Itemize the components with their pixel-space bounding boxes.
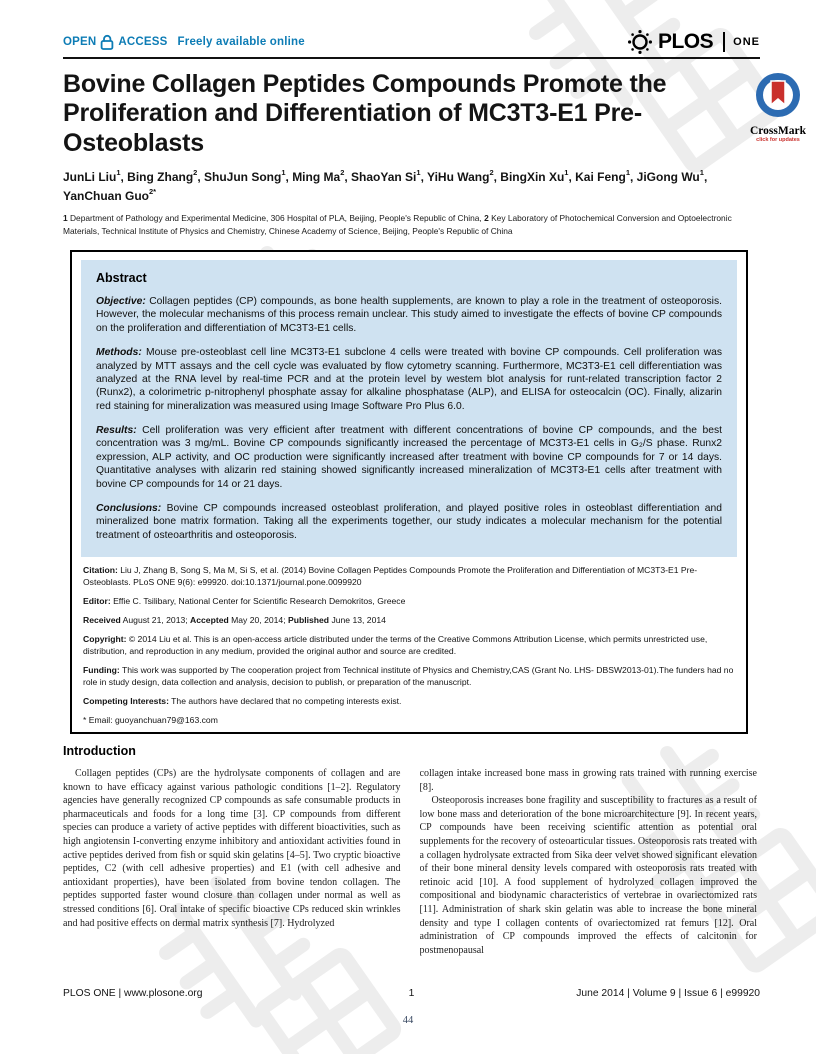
crossmark-icon: [755, 72, 801, 118]
header-bar: [63, 30, 760, 54]
introduction-heading: Introduction: [63, 744, 136, 758]
scan-page-number: 44: [402, 1015, 414, 1026]
affiliation-line: 1 Department of Pathology and Experimental Medicine, 306 Hospital of PLA, Beijing, People's Republic of China, 2 Key Laboratory of Photochemical Conversion and Optoelectronic Materials, Technical Institute of Physics and Chemistry, Chinese Academy of Science, Beijing, People's Republic of China: [63, 213, 732, 237]
footer-page-number: 1: [408, 988, 415, 999]
copyright-row: Copyright: © 2014 Liu et al. This is an open-access article distributed under the terms of the Creative Commons Attribution License, which permits unrestricted use, distribution, and reproduction in any medium, provided the original author and source are credited.: [83, 634, 708, 657]
author-list: [63, 168, 735, 206]
intro-paragraph: collagen intake increased bone mass in growing rats trained with running exercise [8].: [419, 768, 757, 793]
intro-right-column: [420, 767, 758, 989]
abstract-methods: Methods: Mouse pre-osteoblast cell line MC3T3-E1 subclone 4 cells were treated with bovine CP compounds. Cell proliferation was analyzed by MTT assays and the cell cycle was evaluated by flow cytometry scanning. Furthermore, MC3T3-E1 cell differentiation was analyzed at the RNA level by real-time PCR and at the protein level by westem blot analysis for runt-related transcription factor 2 (Runx2), a colorimetric p-nitrophenyl phosphate assay for alkaline phosphatase (ALP), and ELISA for osteocalcin (OC). Finally, alizarin red staining for mineralization was measured using Image Software Pro Plus 6.0.: [96, 347, 722, 412]
author-name: Kai Feng$^1$,: [575, 168, 637, 184]
author-name: Ming Ma$^2$,: [292, 168, 352, 184]
abstract-results: Results: Cell proliferation was very efficient after treatment with different concentrations of bovine CP compounds, and the best concentration was 3 mg/mL. Bovine CP compounds significantly increased the percentage of MC3T3-E1 cells in G₂/S phase. Runx2 expression, ALP activity, and OC production were significantly increased after treatment with bovine CP compounds for 7 or 14 days. Quantitative analyses with alizarin red staining showed significantly increased mineralization of MC3T3-E1 cells after treatment with bovine CP compounds for 14 or 21 days.: [96, 425, 722, 490]
author-name: YanChuan Guo$^{2*}$: [63, 187, 157, 204]
footer-journal[interactable]: PLOS ONE | www.plosone.org: [63, 988, 203, 999]
intro-paragraph: Collagen peptides (CPs) are the hydrolysate components of collagen and are known to have efficacy against various pathologic conditions [1–2]. Regulatory agencies have generally recognized CP compounds as safe consumable products in pharmaceuticals and foods for a long time [3]. CP compounds from different species can produce a variety of active peptides with different bioactivities, such as high angiotensin I-converting enzyme inhibitory and antioxidant activities found in active peptides derived from fish or squid skin gelatins [4–5]. Two cryptic bioactive peptides, C2 (with cell adhesive properties) and E1 (with cell adhesive and antioxidant properties), have been isolated from bovine tendon collagen. The peptides supported faster wound closure than collagen under normal as well as stressed conditions [6]. Oral intake of specific bioactive CPs reduced skin wrinkles and had positive effects on dermal matrix synthesis [7]. Hydrolyzed: [63, 768, 401, 929]
open-access-tagline: Freely available online: [177, 36, 305, 48]
email-row: * Email: guoyanchuan79@163.com: [83, 715, 218, 726]
open-access-open-label: OPEN: [63, 36, 97, 48]
email-link[interactable]: guoyanchuan79@163.com: [112, 715, 218, 726]
dates-row: Received August 21, 2013; Accepted May 20, 2014; Published June 13, 2014: [83, 615, 386, 626]
article-info-box: [70, 250, 748, 734]
abstract-objective: Objective: Collagen peptides (CP) compounds, as bone health supplements, are known to play a role in the treatment of osteoporosis. However, the molecular mechanisms of this process remain unclear. This study aimed to investigate the effects of bovine CP compounds on the proliferation and differentiation of MC3T3-E1 cells.: [96, 296, 722, 334]
abstract-conclusions: Conclusions: Bovine CP compounds increased osteoblast proliferation, and played positive roles in osteoblast differentiation and mineralized bone matrix formation. Taking all the experiments together, our study indicates a molecular mechanism for the potential treatment of osteoarthritis and osteoporosis.: [96, 502, 722, 541]
affiliation-number: 2: [484, 213, 489, 223]
citation-row: Citation: Liu J, Zhang B, Song S, Ma M, Si S, et al. (2014) Bovine Collagen Peptides Compounds Promote the Proliferation and Differentiation of MC3T3-E1 Pre-Osteoblasts. PLoS ONE 9(6): e99920. doi:10.1371/journal.pone.0099920: [83, 565, 698, 588]
author-name: ShaoYan Si$^1$,: [351, 168, 428, 184]
header-rule: [63, 57, 760, 59]
funding-row: Funding: This work was supported by The cooperation project from Technical institute of Physics and Chemistry,CAS (Grant No. LHS- DBSW2013-01).The funders had no role in study design, data collection and analysis, decision to publish, or preparation of the manuscript.: [83, 665, 734, 688]
open-lock-icon: [100, 34, 114, 50]
introduction-section: [63, 744, 757, 989]
footer-issue: June 2014 | Volume 9 | Issue 6 | e99920: [576, 988, 760, 999]
open-access-banner: [63, 34, 305, 50]
page-footer: [63, 988, 760, 999]
author-name: JunLi Liu$^1$,: [63, 168, 128, 184]
article-title: Bovine Collagen Peptides Compounds Promote the Proliferation and Differentiation of MC3T3-E1 Pre-Osteoblasts: [63, 70, 667, 157]
author-name: BingXin Xu$^1$,: [500, 168, 576, 184]
editor-row: Editor: Effie C. Tsilibary, National Center for Scientific Research Demokritos, Greece: [83, 596, 406, 607]
crossmark-label: CrossMark: [749, 125, 806, 137]
affiliation-number: 1: [63, 213, 68, 223]
plos-one-label: ONE: [733, 36, 760, 48]
author-name: Bing Zhang$^2$,: [127, 168, 205, 184]
crossmark-badge[interactable]: [746, 72, 810, 143]
plos-logo: [627, 29, 760, 55]
intro-paragraph: Osteoporosis increases bone fragility and susceptibility to fractures as a result of low bone mass and deterioration of the bone microarchitecture [9]. In recent years, CP compounds have been receiving scientific attention as potential oral supplements for the recovery of osteoarticular tissues. Osteoporosis rats treated with a collagen hydrolysate extracted from Sika deer velvet showed significant elevation of their bone mineral density levels compared with osteoporosis rats treated with retinoic acid [10]. A food supplement of hydrolyzed collagen improved the compositional and biodynamic characteristics of vertebrae in ovariectomized rats [11]. Administration of shark skin gelatin was able to increase the bone mineral density and type I collagen contents of ovariectomized rat femurs [12]. Oral administration of CP compounds improved the effects of calcitonin for postmenopausal: [419, 795, 757, 956]
abstract-box: [81, 260, 737, 557]
plos-wordmark: PLOS: [657, 30, 714, 53]
author-name: ShuJun Song$^1$,: [204, 168, 293, 184]
author-name: JiGong Wu$^1$,: [636, 168, 708, 184]
plos-logo-divider: [723, 32, 725, 52]
plos-icon: [627, 29, 653, 55]
crossmark-sublabel: click for updates: [756, 137, 800, 143]
competing-interests-row: Competing Interests: The authors have declared that no competing interests exist.: [83, 696, 402, 707]
author-name: YiHu Wang$^2$,: [427, 168, 501, 184]
open-access-access-label: ACCESS: [118, 36, 168, 48]
intro-left-column: [63, 767, 401, 989]
abstract-heading: Abstract: [96, 271, 147, 285]
